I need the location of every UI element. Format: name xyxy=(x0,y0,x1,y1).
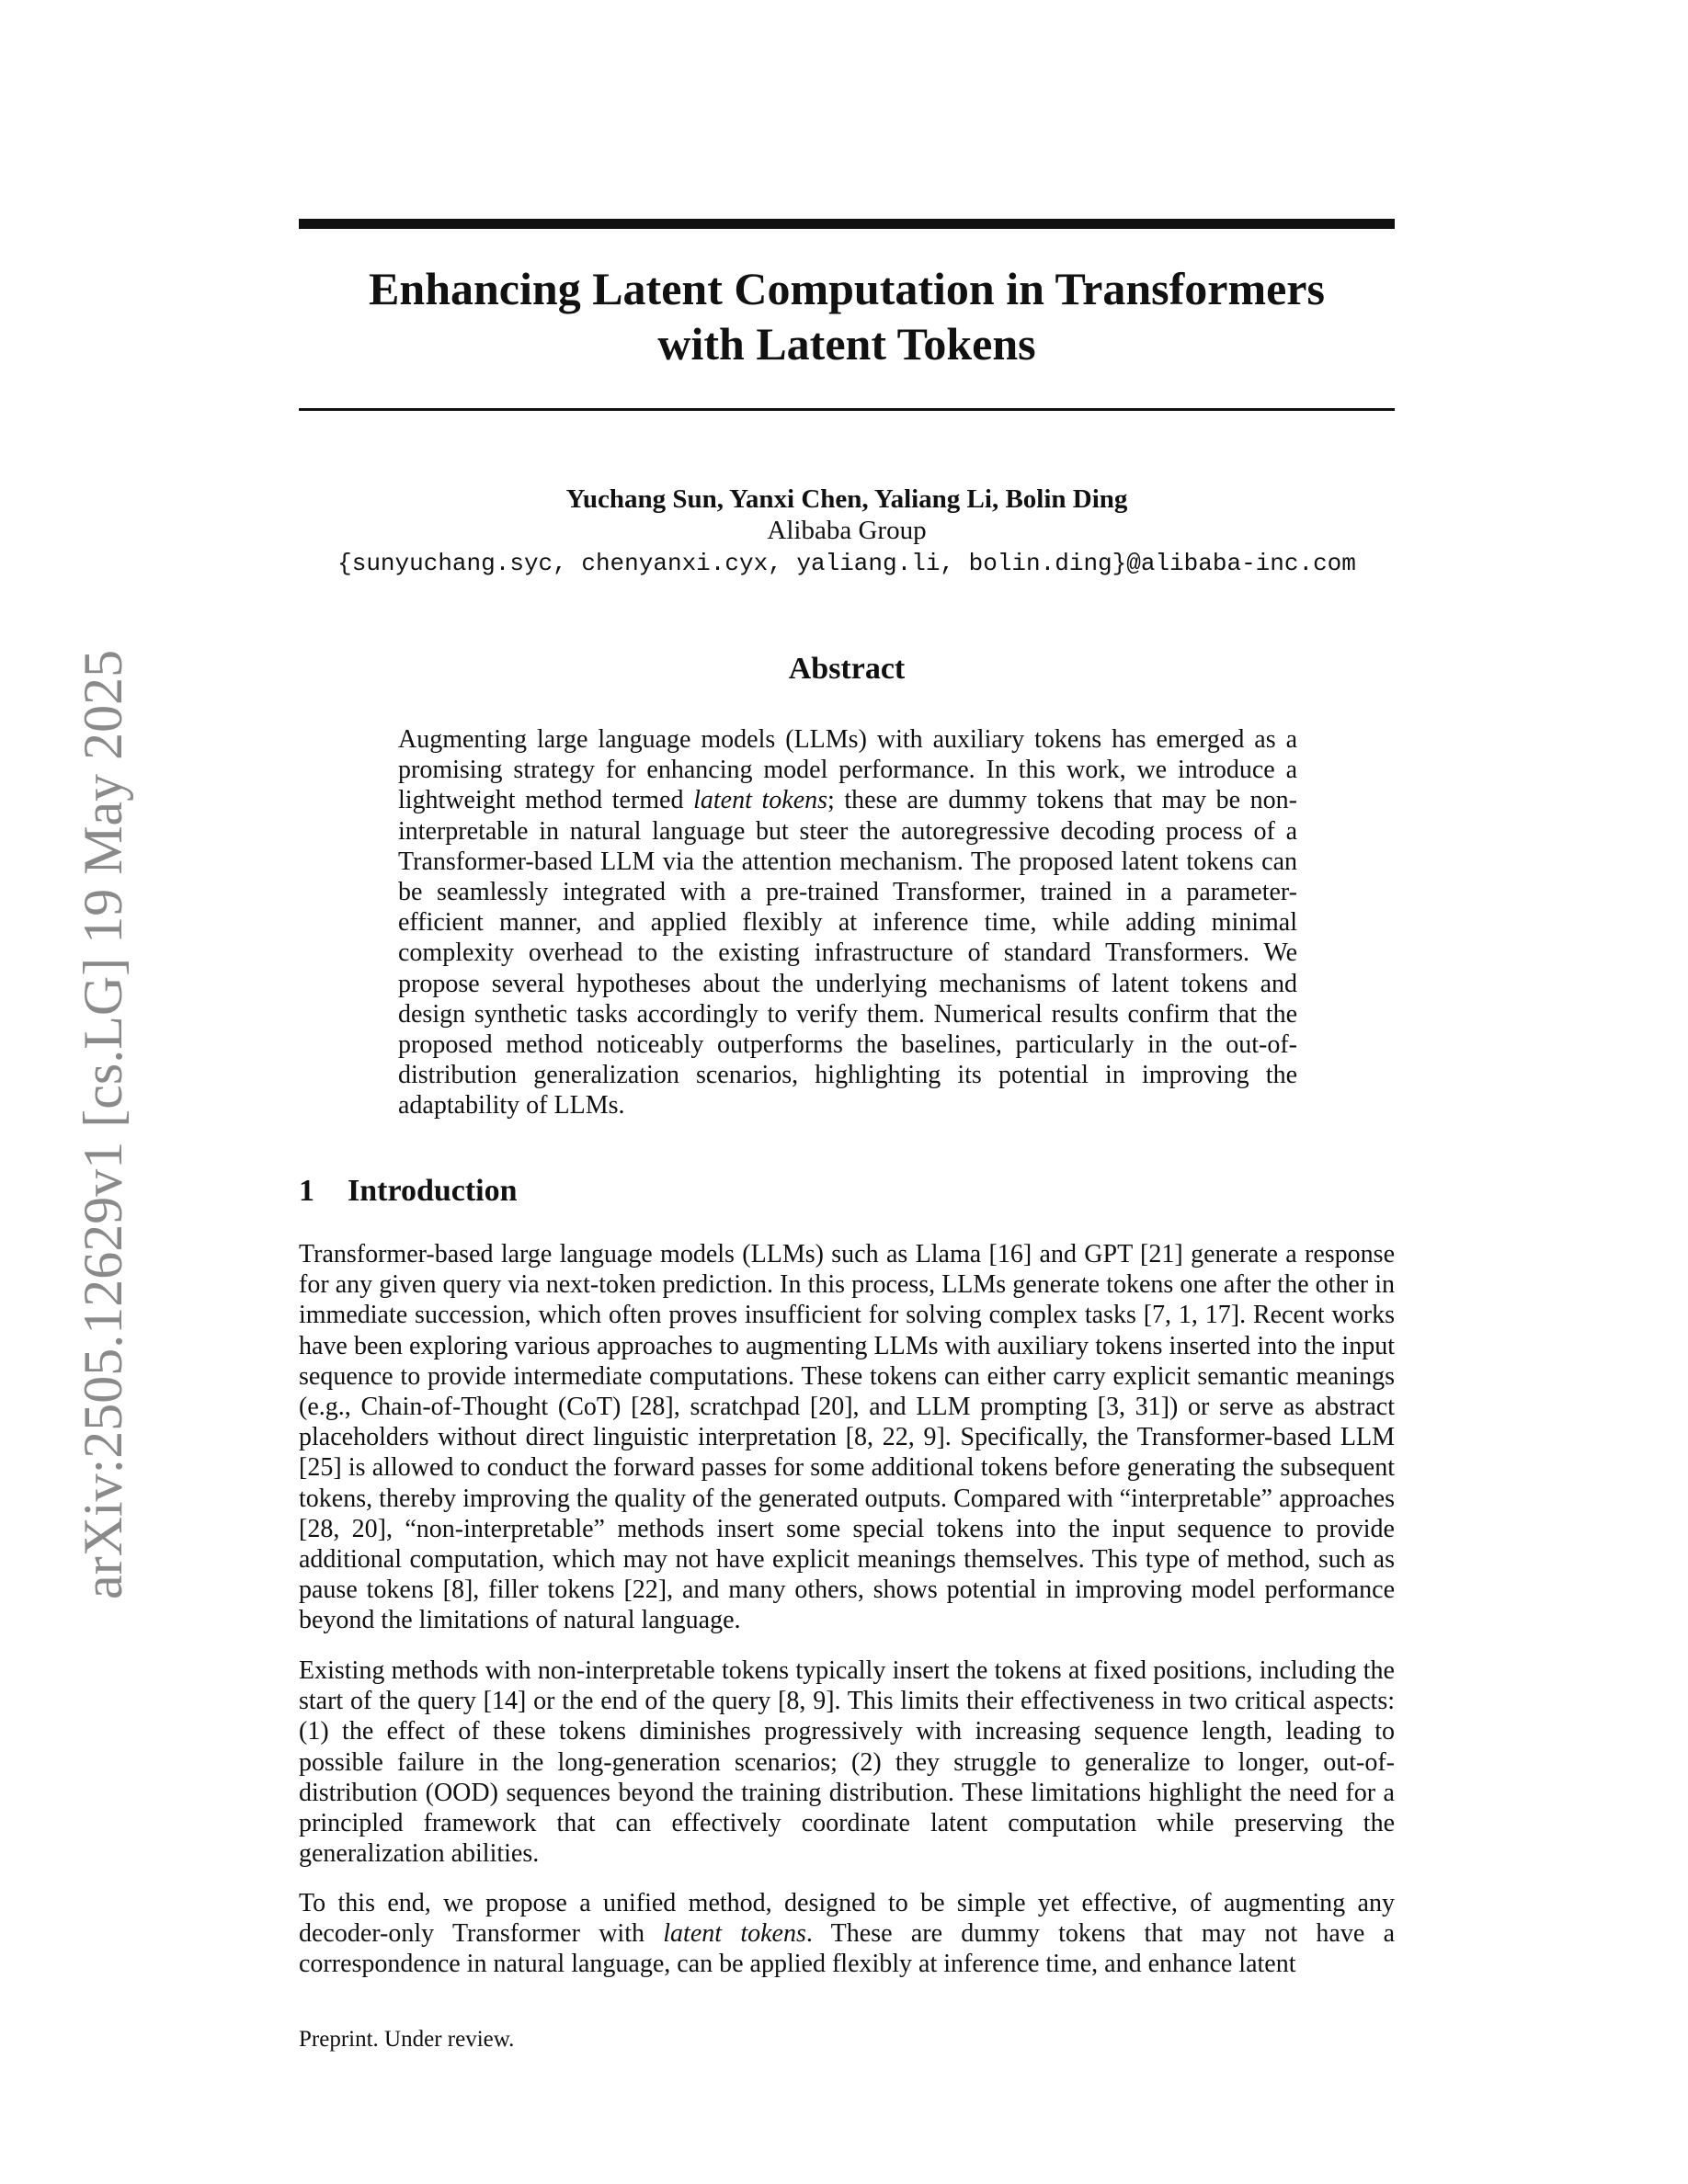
abstract-text-part-2: ; these are dummy tokens that may be non-interpretable in natural language but steer the autoregressive decoding process of a Transformer-based LLM via the attention mechanism. The proposed latent tokens can be seamlessly integrated with a pre-trained Transformer, trained in a parameter-efficient manner, and applied flexibly at inference time, while adding minimal complexity overhead to the existing infrastructure of standard Transformers. We propose several hypotheses about the underlying mechanisms of latent tokens and design synthetic tasks accordingly to verify them. Numerical results confirm that the proposed method noticeably outperforms the baselines, particularly in the out-of-distribution generalization scenarios, highlighting its potential in improving the adaptability of LLMs. xyxy=(398,786,1297,1120)
intro-paragraph-3-part-2: . These are dummy tokens that may not have a correspondence in natural language, can be applied flexibly at inference time, and enhance latent xyxy=(299,1919,1396,1979)
title-bottom-rule xyxy=(299,408,1395,411)
section-title: Introduction xyxy=(348,1174,518,1208)
title-line-2: with Latent Tokens xyxy=(657,318,1036,370)
paper-title xyxy=(299,261,1395,371)
abstract-text xyxy=(398,724,1297,1121)
abstract-text-part-1: Augmenting large language models (LLMs) with auxiliary tokens has emerged as a promising strategy for enhancing model performance. In this work, we introduce a lightweight method termed xyxy=(398,725,1297,815)
intro-paragraph-3 xyxy=(299,1888,1395,1980)
intro-paragraph-3-part-1: To this end, we propose a unified method, designed to be simple yet effective, of augmenting any decoder-only Transformer with xyxy=(299,1889,1395,1949)
abstract-heading: Abstract xyxy=(788,652,906,686)
abstract-emphasis: latent tokens xyxy=(693,786,828,815)
preprint-footnote: Preprint. Under review. xyxy=(299,2027,515,2052)
arxiv-identifier-stamp[interactable]: arXiv:2505.12629v1 [cs.LG] 19 May 2025 xyxy=(73,649,133,1599)
intro-paragraph-1: Transformer-based large language models (LLMs) such as Llama [16] and GPT [21] generate a response for any given query via next-token prediction. In this process, LLMs generate tokens one after the other in immediate succession, which often proves insufficient for solving complex tasks [7, 1, 17]. Recent works have been exploring various approaches to augmenting LLMs with auxiliary tokens inserted into the input sequence to provide intermediate computations. These tokens can either carry explicit semantic meanings (e.g., Chain-of-Thought (CoT) [28], scratchpad [20], and LLM prompting [3, 31]) or serve as abstract placeholders without direct linguistic interpretation [8, 22, 9]. Specifically, the Transformer-based LLM [25] is allowed to conduct the forward passes for some additional tokens before generating the subsequent tokens, thereby improving the quality of the generated outputs. Compared with “interpretable” approaches [28, 20], “non-interpretable” methods insert some special tokens into the input sequence to provide additional computation, which may not have explicit meanings themselves. This type of method, such as pause tokens [8], filler tokens [22], and many others, shows potential in improving model performance beyond the limitations of natural language. xyxy=(299,1240,1395,1635)
author-emails[interactable]: {sunyuchang.syc, chenyanxi.cyx, yaliang.li, bolin.ding}@alibaba-inc.com xyxy=(337,550,1356,577)
intro-paragraph-2: Existing methods with non-interpretable tokens typically insert the tokens at fixed positions, including the start of the query [14] or the end of the query [8, 9]. This limits their effectiveness in two critical aspects: (1) the effect of these tokens diminishes progressively with increasing sequence length, leading to possible failure in the long-generation scenarios; (2) they struggle to generalize to longer, out-of-distribution (OOD) sequences beyond the training distribution. These limitations highlight the need for a principled framework that can effectively coordinate latent computation while preserving the generalization abilities. xyxy=(299,1656,1395,1869)
intro-paragraph-3-emphasis: latent tokens xyxy=(663,1919,806,1949)
title-line-1: Enhancing Latent Computation in Transformers xyxy=(369,263,1325,314)
section-number: 1 xyxy=(299,1174,314,1208)
author-list: Yuchang Sun, Yanxi Chen, Yaliang Li, Bolin Ding xyxy=(565,484,1128,514)
affiliation: Alibaba Group xyxy=(767,516,927,545)
title-top-rule xyxy=(299,219,1395,229)
section-heading-introduction xyxy=(299,1173,518,1210)
